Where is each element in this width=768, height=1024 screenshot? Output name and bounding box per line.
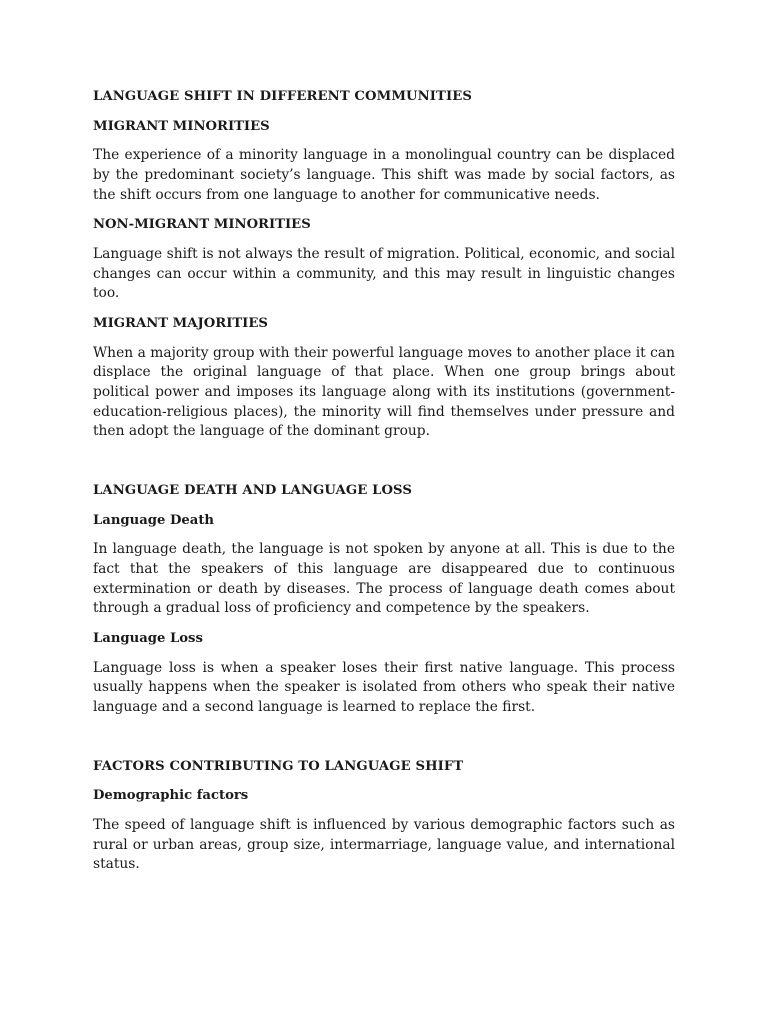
paragraph-non-migrant-minorities: Language shift is not always the result of migration. Political, economic, and social changes can occur within a community, and this may result in linguistic changes too. (93, 245, 675, 302)
subsection-heading-migrant-majorities: MIGRANT MAJORITIES (93, 316, 268, 331)
subsection-heading-migrant-minorities: MIGRANT MINORITIES (93, 118, 270, 134)
section-title: LANGUAGE DEATH AND LANGUAGE LOSS (93, 483, 412, 499)
section-factors-language-shift (93, 757, 675, 875)
document-page (93, 87, 675, 875)
subsection-heading-language-loss: Language Loss (93, 631, 203, 647)
paragraph-migrant-minorities: The experience of a minority language in a monolingual country can be displaced by the predominant society’s language. This shift was made by social factors, as the shift occurs from one language to another for communicative needs. (93, 147, 675, 203)
paragraph-migrant-majorities: When a majority group with their powerful language moves to another place it can displace the original language of that place. When one group brings about political power and imposes its language along with its institutions (government-education-religious places), the minority will find themselves under pressure and then adopt the language of the dominant group. (93, 344, 675, 440)
subsection-heading-non-migrant-minorities: NON-MIGRANT MINORITIES (93, 217, 311, 233)
section-language-death-loss (93, 481, 675, 718)
section-title: LANGUAGE SHIFT IN DIFFERENT COMMUNITIES (93, 89, 472, 104)
section-language-shift-communities (93, 87, 675, 442)
section-title: FACTORS CONTRIBUTING TO LANGUAGE SHIFT (93, 758, 464, 774)
subsection-heading-language-death: Language Death (93, 512, 215, 528)
subsection-heading-demographic-factors: Demographic factors (93, 788, 249, 804)
paragraph-language-death: In language death, the language is not spoken by anyone at all. This is due to the fact that the speakers of this language are disappeared due to continuous extermination or death by diseases. The process of language death comes about through a gradual loss of proficiency and competence by the speakers. (93, 541, 675, 617)
paragraph-language-loss: Language loss is when a speaker loses their first native language. This process usually happens when the speaker is isolated from others who speak their native language and a second language is learned to replace the first. (93, 659, 675, 716)
paragraph-demographic-factors: The speed of language shift is influenced by various demographic factors such as rural or urban areas, group size, intermarriage, language value, and international status. (93, 817, 675, 873)
